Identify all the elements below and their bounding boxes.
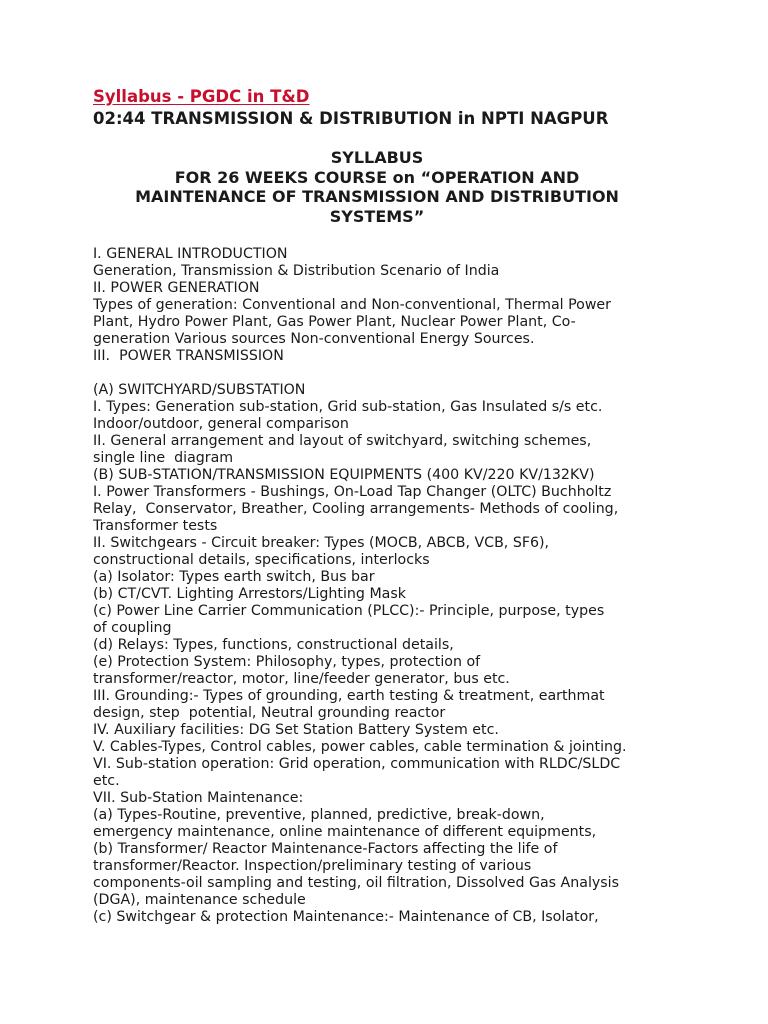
syllabus-line: (c) Power Line Carrier Communication (PLCC):- Principle, purpose, types (93, 603, 605, 619)
syllabus-line: Transformer tests (93, 518, 218, 534)
syllabus-line: V. Cables-Types, Control cables, power cables, cable termination & jointing. (93, 739, 627, 755)
syllabus-body (93, 246, 693, 926)
syllabus-line: VI. Sub-station operation: Grid operation, communication with RLDC/SLDC (93, 756, 621, 772)
syllabus-line: (a) Isolator: Types earth switch, Bus bar (93, 569, 375, 585)
syllabus-line: II. POWER GENERATION (93, 280, 260, 296)
syllabus-line: I. Power Transformers - Bushings, On-Load Tap Changer (OLTC) Buchholtz (93, 484, 612, 500)
heading-line: MAINTENANCE OF TRANSMISSION AND DISTRIBUTION (135, 187, 619, 206)
syllabus-line: (a) Types-Routine, preventive, planned, predictive, break-down, (93, 807, 545, 823)
syllabus-heading (93, 148, 661, 226)
syllabus-line: (d) Relays: Types, functions, constructional details, (93, 637, 454, 653)
syllabus-line: emergency maintenance, online maintenance of different equipments, (93, 824, 597, 840)
syllabus-line: (e) Protection System: Philosophy, types, protection of (93, 654, 481, 670)
syllabus-line: IV. Auxiliary facilities: DG Set Station Battery System etc. (93, 722, 499, 738)
syllabus-line: constructional details, specifications, interlocks (93, 552, 430, 568)
syllabus-line: II. General arrangement and layout of switchyard, switching schemes, (93, 433, 592, 449)
syllabus-line: (DGA), maintenance schedule (93, 892, 306, 908)
syllabus-line: etc. (93, 773, 120, 789)
syllabus-line: I. GENERAL INTRODUCTION (93, 246, 288, 262)
syllabus-line: (B) SUB-STATION/TRANSMISSION EQUIPMENTS (400 KV/220 KV/132KV) (93, 467, 595, 483)
syllabus-line: III. POWER TRANSMISSION (93, 348, 284, 364)
syllabus-line (93, 365, 693, 382)
syllabus-line: VII. Sub-Station Maintenance: (93, 790, 304, 806)
syllabus-line: Types of generation: Conventional and Non-conventional, Thermal Power (93, 297, 611, 313)
syllabus-line: I. Types: Generation sub-station, Grid sub-station, Gas Insulated s/s etc. (93, 399, 603, 415)
syllabus-line: transformer/Reactor. Inspection/preliminary testing of various (93, 858, 532, 874)
syllabus-line: Generation, Transmission & Distribution Scenario of India (93, 263, 500, 279)
syllabus-line: components-oil sampling and testing, oil filtration, Dissolved Gas Analysis (93, 875, 620, 891)
syllabus-line: III. Grounding:- Types of grounding, earth testing & treatment, earthmat (93, 688, 605, 704)
syllabus-line: generation Various sources Non-conventional Energy Sources. (93, 331, 535, 347)
document-subtitle: 02:44 TRANSMISSION & DISTRIBUTION in NPTI NAGPUR (93, 109, 609, 128)
syllabus-line: Relay, Conservator, Breather, Cooling arrangements- Methods of cooling, (93, 501, 619, 517)
syllabus-line: design, step potential, Neutral grounding reactor (93, 705, 446, 721)
syllabus-line: II. Switchgears - Circuit breaker: Types (MOCB, ABCB, VCB, SF6), (93, 535, 550, 551)
heading-line: SYSTEMS” (329, 206, 425, 226)
syllabus-line: (c) Switchgear & protection Maintenance:- Maintenance of CB, Isolator, (93, 909, 599, 925)
syllabus-line: transformer/reactor, motor, line/feeder generator, bus etc. (93, 671, 510, 687)
syllabus-line: of coupling (93, 620, 172, 636)
syllabus-line: (b) CT/CVT. Lighting Arrestors/Lighting Mask (93, 586, 406, 602)
heading-line: SYLLABUS (330, 148, 424, 167)
heading-line: FOR 26 WEEKS COURSE on “OPERATION AND (174, 167, 580, 187)
syllabus-line: Indoor/outdoor, general comparison (93, 416, 349, 432)
syllabus-line: (A) SWITCHYARD/SUBSTATION (93, 382, 306, 398)
syllabus-link[interactable]: Syllabus - PGDC in T&D (93, 87, 310, 106)
document-page (93, 86, 693, 926)
syllabus-line: Plant, Hydro Power Plant, Gas Power Plant, Nuclear Power Plant, Co- (93, 314, 576, 330)
syllabus-line: single line diagram (93, 450, 234, 466)
syllabus-line: (b) Transformer/ Reactor Maintenance-Factors affecting the life of (93, 841, 558, 857)
